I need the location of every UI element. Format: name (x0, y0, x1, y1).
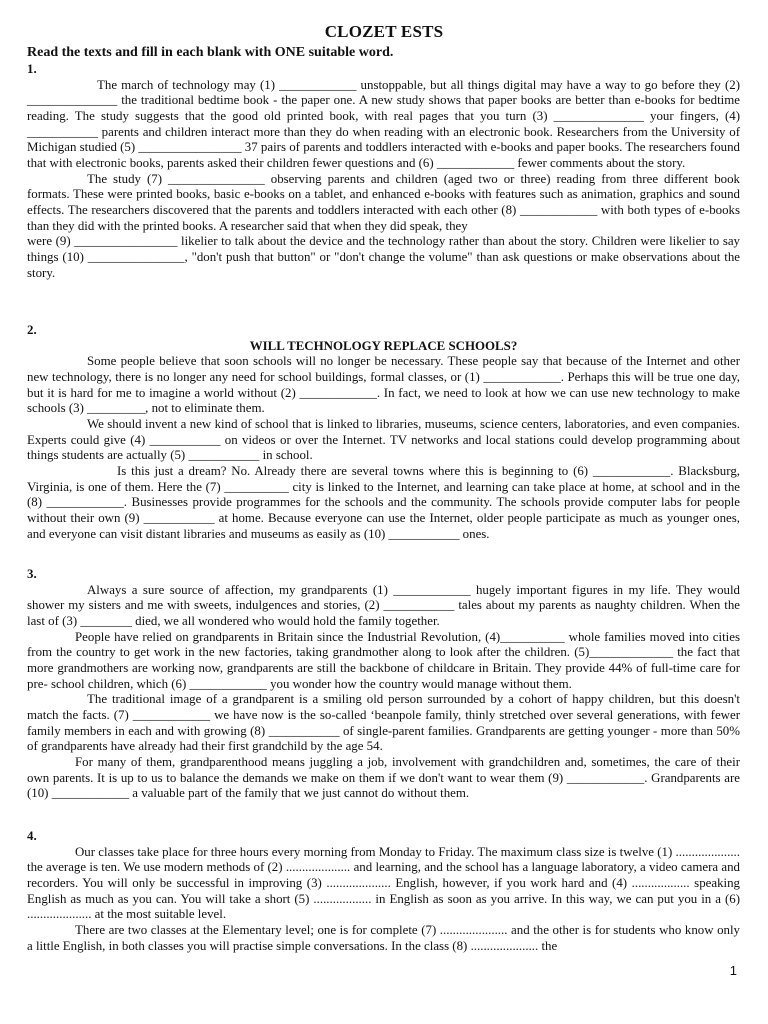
paragraph: There are two classes at the Elementary level; one is for complete (7) ..................... and the other is for students who know only a little English, in both classes you will practise simple conversations. In the class (8) ..................... the (27, 922, 740, 953)
section-2 (27, 323, 740, 542)
paragraph: Our classes take place for three hours every morning from Monday to Friday. The maximum class size is twelve (1) .................... the average is ten. We use modern methods of (2) .................... and learning, and the school has a language laboratory, a video camera and recorders. You will only be successful in improving (3) .................... English, however, if you work hard and (4) .................. speaking English as much as you can. You will take a short (5) .................. in English as soon as you arrive. In this way, we can put you in a (6) .................... at the most suitable level. (27, 844, 740, 922)
paragraph: Is this just a dream? No. Already there are several towns where this is beginning to (6) ____________. Blacksburg, Virginia, is one of them. Here the (7) __________ city is linked to the Internet, and learning can take place at home, at school and in the (8) ____________. Businesses provide programmes for the schools and the community. The schools provide computer labs for people without their own (9) ___________ at home. Because everyone can use the Internet, older people participate as much as younger ones, and everyone can visit distant libraries and museums as easily as (10) ___________ ones. (27, 463, 740, 541)
section-heading: WILL TECHNOLOGY REPLACE SCHOOLS? (249, 338, 518, 353)
paragraph: People have relied on grandparents in Britain since the Industrial Revolution, (4)__________ whole families moved into cities from the country to get work in the new factories, taking grandmother along to look after the children. (5)_____________ the fact that more grandmothers are working now, grandparents are still the backbone of childcare in Britain. They provide 44% of full-time care for pre- school children, which (6) ____________ you wonder how the country would manage without them. (27, 629, 740, 691)
paragraph: Some people believe that soon schools will no longer be necessary. These people say that because of the Internet and other new technology, there is no longer any need for school buildings, formal classes, or (1) ____________. Perhaps this will be true one day, but it is hard for me to imagine a world without (2) ____________. In fact, we need to look at how we can use new technology to make schools (3) _________, not to eliminate them. (27, 354, 740, 416)
section-4 (27, 829, 740, 954)
instruction-text: Read the texts and fill in each blank with ONE suitable word. (27, 45, 394, 60)
paragraph: were (9) ________________ likelier to talk about the device and the technology rather than about the story. Children were likelier to say things (10) _______________, "don't push that button" or "don't change the volume" than ask questions or make observations about the story. (27, 234, 740, 280)
paragraph: For many of them, grandparenthood means juggling a job, involvement with grandchildren and, sometimes, the care of their own parents. It is up to us to balance the demands we make on them if we don't want to wear them (9) ____________. Grandparents are (10) ____________ a valuable part of the family that we just cannot do without them. (27, 754, 740, 801)
section-number: 2. (27, 323, 37, 337)
page-title: CLOZET ESTS (324, 22, 444, 41)
paragraph: The study (7) _______________ observing parents and children (aged two or three) reading from three different book formats. These were printed books, basic e-books on a tablet, and enhanced e-books with features such as animation, graphics and sound effects. The researchers discovered that the parents and toddlers interacted with each other (8) ____________ with both types of e-books than they did with the printed books. A researcher said that when they did speak, they (27, 171, 740, 233)
section-number: 4. (27, 829, 37, 843)
paragraph: Always a sure source of affection, my grandparents (1) ____________ hugely important figures in my life. They would shower my sisters and me with sweets, indulgences and stories, (2) ___________ tales about my parents as naughty children. When the last of (3) ________ died, we all wondered who would hold the family together. (27, 582, 740, 628)
section-number: 3. (27, 567, 37, 581)
section-1 (27, 62, 740, 281)
paragraph: The march of technology may (1) ____________ unstoppable, but all things digital may have a way to go before they (2) ______________ the traditional bedtime book - the paper one. A new study shows that paper books are better than e-books for bedtime reading. The study suggests that the good old printed book, with real pages that you turn (3) ______________ your fingers, (4) ___________ parents and children interact more than they do when reading with an electronic book. Researchers from the University of Michigan studied (5) ________________ 37 pairs of parents and toddlers interacted with e-books and paper books. The researchers found that with electronic books, parents asked their children fewer questions and (6) ____________ fewer comments about the story. (27, 77, 740, 170)
section-3 (27, 567, 740, 802)
section-number: 1. (27, 62, 37, 76)
paragraph: The traditional image of a grandparent is a smiling old person surrounded by a cohort of happy children, but this doesn't match the facts. (7) ____________ we have now is the so-called ‘beanpole family, thinly stretched over several generations, with fewer family members in each and with growing (8) ___________ of single-parent families. Grandparents are getting younger - more than 50% of grandparents have already had their first grandchild by the age 54. (27, 692, 740, 754)
paragraph: We should invent a new kind of school that is linked to libraries, museums, science centers, laboratories, and even companies. Experts could give (4) ___________ on videos or over the Internet. TV networks and local stations could develop programming about things students are actually (5) ___________ in school. (27, 416, 740, 463)
page-number: 1 (729, 963, 737, 978)
